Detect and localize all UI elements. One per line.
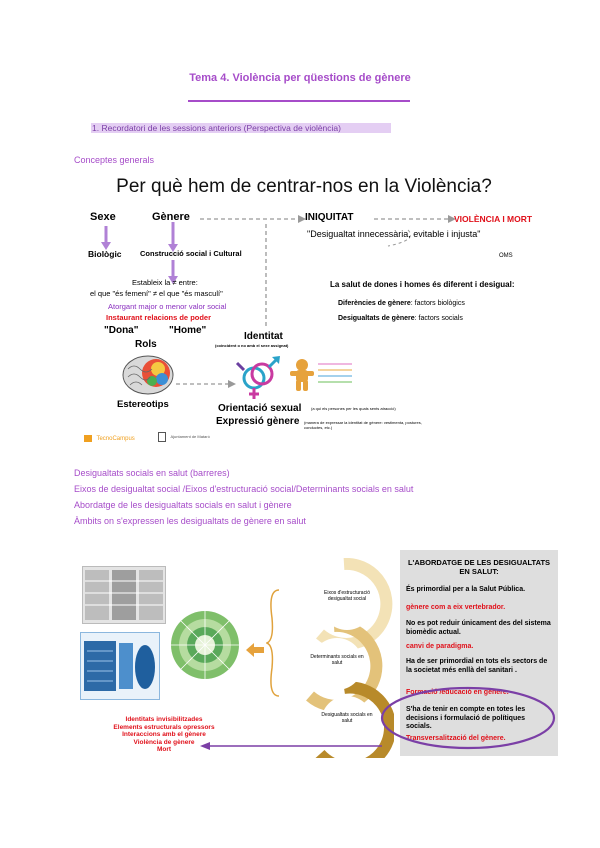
title-underline bbox=[188, 100, 410, 102]
label-salut: La salut de dones i homes és diferent i desigual: bbox=[330, 280, 515, 289]
desigualtats-value: : factors socials bbox=[414, 315, 463, 322]
panel-title: L'ABORDATGE DE LES DESIGUALTATS EN SALUT: bbox=[407, 558, 551, 576]
diferencies-value: : factors biològics bbox=[410, 300, 465, 307]
label-diferencies bbox=[338, 300, 465, 307]
cycle-step-2: Determinants socials en salut bbox=[310, 654, 364, 666]
left-label-3: Violència de gènere bbox=[133, 738, 195, 746]
label-estableix: Estableix la ≠ entre: bbox=[132, 278, 198, 287]
panel-line-0: És primordial per a la Salut Pública. bbox=[406, 586, 526, 593]
label-violencia-mort: VIOLÈNCIA I MORT bbox=[454, 214, 533, 224]
label-dualism: el que "és femení" ≠ el que "és masculí" bbox=[90, 289, 223, 298]
mataro-logo-text: Ajuntament de Mataró bbox=[170, 433, 210, 439]
tecnocampus-logo bbox=[84, 430, 135, 448]
panel-line-4: Ha de ser primordial en tots els sectors de la societat més enllà del sanitari . bbox=[406, 658, 548, 674]
slide-title: Per què hem de centrar-nos en la Violència? bbox=[116, 176, 492, 197]
panel-line-3: canvi de paradigma. bbox=[406, 643, 474, 650]
label-atorgant: Atorgant major o menor valor social bbox=[108, 302, 227, 311]
mataro-logo bbox=[158, 428, 210, 446]
links-list bbox=[74, 465, 413, 529]
label-home: "Home" bbox=[169, 325, 207, 336]
abordatge-figure bbox=[70, 548, 558, 760]
left-label-4: Mort bbox=[156, 746, 172, 753]
label-construccio: Construcció social i Cultural bbox=[140, 249, 242, 258]
cycle-step-3: Desigualtats socials en salut bbox=[321, 712, 373, 724]
figure-overlays bbox=[70, 548, 558, 760]
panel-line-5: Formació /educació en gènere. bbox=[406, 689, 509, 696]
left-label-0: Identitats invisibilitzades bbox=[125, 716, 203, 723]
left-label-2: Interaccions amb el gènere bbox=[122, 731, 206, 738]
section-heading-1: 1. Recordatori de les sessions anteriors (Perspectiva de violència) bbox=[91, 123, 391, 133]
label-expressio-sub: (manera de expressar la identitat de gènere: vestimenta, postures, conductes, etc.) bbox=[304, 420, 422, 430]
link-abordatge[interactable]: Abordatge de les desigualtats socials en salut i gènere bbox=[74, 500, 292, 510]
desigualtats-label: Desigualtats de gènere bbox=[338, 315, 415, 322]
label-identitat-sub: (coincident o no amb el sexe assignat) bbox=[215, 343, 289, 348]
label-rols: Rols bbox=[135, 339, 157, 350]
page-title: Tema 4. Violència per qüestions de gènere bbox=[189, 72, 411, 84]
scale-lines-icon bbox=[318, 360, 352, 386]
concepts-label: Conceptes generals bbox=[74, 155, 155, 165]
link-ambits[interactable]: Àmbits on s'expressen les desigualtats de gènere en salut bbox=[74, 516, 306, 526]
label-instaurant: Instaurant relacions de poder bbox=[106, 313, 212, 322]
label-desigualtat: "Desigualtat innecessària, evitable i injusta" bbox=[307, 229, 481, 239]
concepts-slide bbox=[78, 168, 533, 446]
gingerbread-icon bbox=[290, 358, 314, 392]
label-sexe: Sexe bbox=[90, 211, 116, 223]
link-desigualtats-socials[interactable]: Desigualtats socials en salut (barreres) bbox=[74, 468, 230, 478]
label-orientacio-sub: (a qui els persones per les quals sents atracció) bbox=[311, 406, 396, 411]
label-desigualtats-genere bbox=[338, 315, 463, 322]
gender-symbols-icon bbox=[234, 354, 282, 402]
label-estereotips: Estereotips bbox=[117, 399, 169, 410]
panel-line-2: No es pot reduir únicament des del sistema biomèdic actual. bbox=[406, 620, 551, 636]
label-orientacio: Orientació sexual bbox=[218, 403, 302, 414]
label-genere: Gènere bbox=[152, 211, 190, 223]
left-label-1: Elements estructurals opressors bbox=[113, 723, 215, 731]
diferencies-label: Diferències de gènere bbox=[338, 300, 411, 307]
panel-line-7: Transversalització del gènere. bbox=[406, 735, 506, 742]
panel-line-1: gènere com a eix vertebrador. bbox=[406, 604, 506, 611]
label-oms: OMS bbox=[499, 253, 513, 259]
label-expressio: Expressió gènere bbox=[216, 416, 300, 427]
panel-line-6: S'ha de tenir en compte en totes les decisions i formulació de polítiques socials. bbox=[406, 706, 526, 730]
label-dona: "Dona" bbox=[104, 325, 139, 336]
label-identitat: Identitat bbox=[244, 331, 283, 342]
brain-illustration bbox=[122, 355, 174, 395]
tecnocampus-logo-text: TecnoCampus bbox=[96, 435, 135, 442]
label-biologic: Biològic bbox=[88, 249, 122, 259]
cycle-step-1: Eixos d'estructuració desigualtat social bbox=[324, 590, 370, 602]
label-iniquitat: INIQUITAT bbox=[305, 212, 354, 223]
link-eixos-desigualtat[interactable]: Eixos de desigualtat social /Eixos d'estructuració social/Determinants socials en salut bbox=[74, 484, 414, 494]
